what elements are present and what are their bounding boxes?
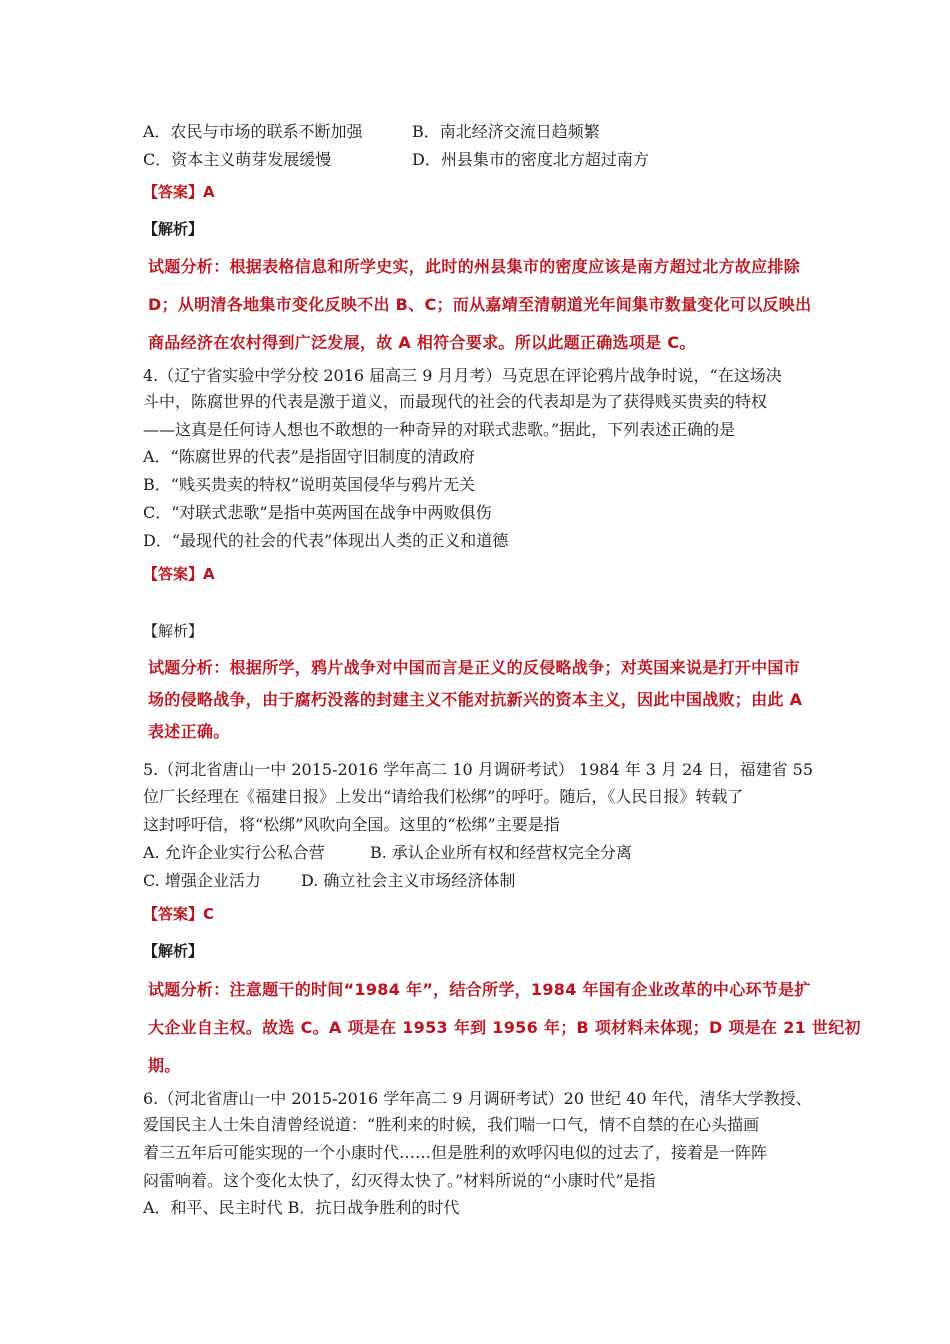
q6-stem-line: 爱国民主人士朱自清曾经说道：“胜利来的时候，我们喘一口气，情不自禁的在心头描画 bbox=[143, 1115, 760, 1134]
q5-option-d: D. 确立社会主义市场经济体制 bbox=[301, 871, 516, 890]
q3-analysis-line: 商品经济在农村得到广泛发展，故 A 相符合要求。所以此题正确选项是 C。 bbox=[148, 333, 696, 352]
q3-analysis-line: 试题分析：根据表格信息和所学史实，此时的州县集市的密度应该是南方超过北方故应排除 bbox=[148, 257, 801, 276]
q4-analysis-line: 场的侵略战争，由于腐朽没落的封建主义不能对抗新兴的资本主义，因此中国战败；由此 A bbox=[148, 690, 803, 709]
q3-option-d: D．州县集市的密度北方超过南方 bbox=[412, 150, 649, 169]
q5-stem-line: 位厂长经理在《福建日报》上发出“请给我们松绑”的呼吁。随后，《人民日报》转载了 bbox=[143, 787, 744, 806]
q6-options-ab: A．和平、民主时代 B．抗日战争胜利的时代 bbox=[143, 1198, 460, 1217]
q4-stem-line: 斗中，陈腐世界的代表是激于道义，而最现代的社会的代表却是为了获得贱买贵卖的特权 bbox=[143, 392, 768, 411]
q5-analysis-line: 试题分析：注意题干的时间“1984 年”，结合所学，1984 年国有企业改革的中心环节是扩 bbox=[148, 980, 811, 999]
q3-analysis-line: D；从明清各地集市变化反映不出 B、C；而从嘉靖至清朝道光年间集市数量变化可以反映出 bbox=[148, 295, 812, 314]
q5-analysis-line: 期。 bbox=[148, 1056, 181, 1075]
q4-option-d: D．“最现代的社会的代表”体现出人类的正义和道德 bbox=[143, 531, 509, 550]
q5-option-a: A. 允许企业实行公私合营 bbox=[143, 843, 325, 862]
q4-option-a: A．“陈腐世界的代表”是指固守旧制度的清政府 bbox=[143, 447, 475, 466]
q4-option-b: B．“贱买贵卖的特权”说明英国侵华与鸦片无关 bbox=[143, 475, 476, 494]
q5-analysis-line: 大企业自主权。故选 C。A 项是在 1953 年到 1956 年；B 项材料未体现；D 项是在 21 世纪初 bbox=[148, 1018, 861, 1037]
q6-stem-line: 6.（河北省唐山一中 2015-2016 学年高二 9 月调研考试）20 世纪 40 年代，清华大学教授、 bbox=[143, 1089, 812, 1108]
q5-stem-line: 5.（河北省唐山一中 2015-2016 学年高二 10 月调研考试） 1984 年 3 月 24 日，福建省 55 bbox=[143, 760, 814, 779]
q3-analysis-label: 【解析】 bbox=[143, 220, 204, 238]
q4-stem-line: ——这真是任何诗人想也不敢想的一种奇异的对联式悲歌。”据此，下列表述正确的是 bbox=[143, 420, 736, 439]
q5-answer: 【答案】C bbox=[143, 905, 215, 923]
q6-stem-line: 闷雷响着。这个变化太快了，幻灭得太快了。”材料所说的“小康时代”是指 bbox=[143, 1171, 656, 1190]
q3-answer: 【答案】A bbox=[143, 183, 215, 201]
q5-option-c: C. 增强企业活力 bbox=[143, 871, 261, 890]
q4-option-c: C．“对联式悲歌”是指中英两国在战争中两败俱伤 bbox=[143, 503, 492, 522]
q5-option-b: B. 承认企业所有权和经营权完全分离 bbox=[370, 843, 632, 862]
q4-answer: 【答案】A bbox=[143, 565, 215, 583]
q4-analysis-line: 表述正确。 bbox=[148, 722, 230, 741]
q5-stem-line: 这封呼吁信，将“松绑”风吹向全国。这里的“松绑”主要是指 bbox=[143, 815, 560, 834]
q4-analysis-label: 【解析】 bbox=[143, 622, 204, 640]
q3-option-b: B．南北经济交流日趋频繁 bbox=[412, 122, 600, 141]
q3-option-a: A．农民与市场的联系不断加强 bbox=[143, 122, 363, 141]
q6-stem-line: 着三五年后可能实现的一个小康时代……但是胜利的欢呼闪电似的过去了，接着是一阵阵 bbox=[143, 1143, 768, 1162]
q5-analysis-label: 【解析】 bbox=[143, 942, 204, 960]
q3-option-c: C．资本主义萌芽发展缓慢 bbox=[143, 150, 332, 169]
q4-analysis-line: 试题分析：根据所学，鸦片战争对中国而言是正义的反侵略战争；对英国来说是打开中国市 bbox=[148, 658, 801, 677]
q4-stem-line: 4.（辽宁省实验中学分校 2016 届高三 9 月月考）马克思在评论鸦片战争时说，“在这场决 bbox=[143, 366, 782, 385]
